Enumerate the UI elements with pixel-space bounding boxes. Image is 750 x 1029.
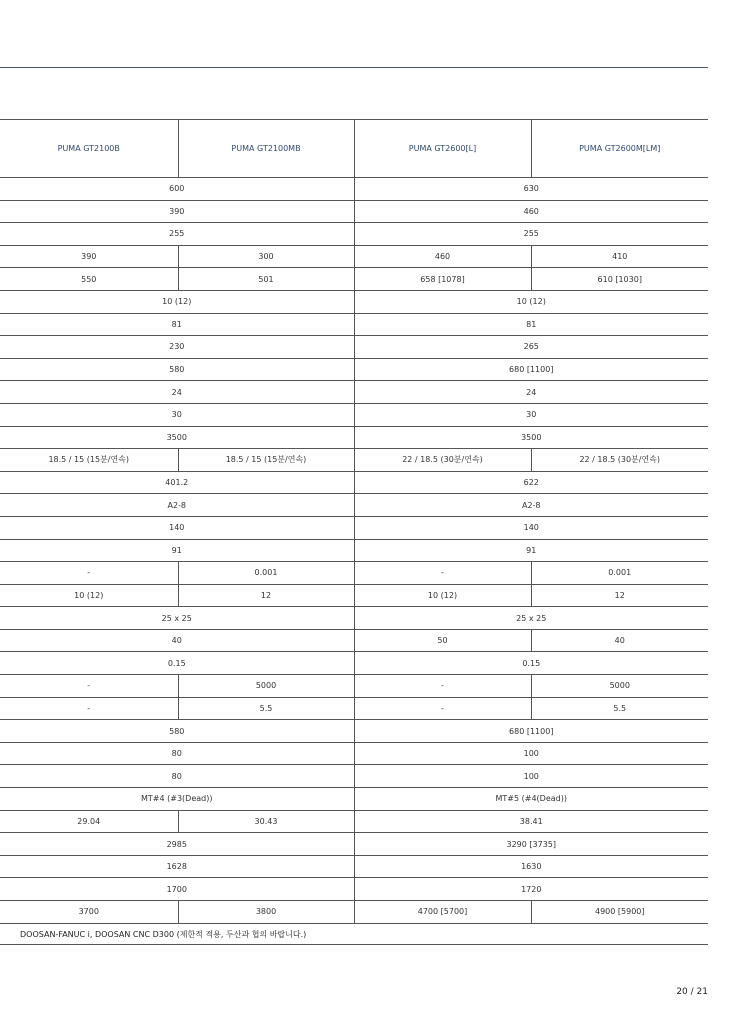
table-row bbox=[0, 449, 708, 472]
table-cell: 580 bbox=[0, 358, 354, 381]
table-row bbox=[0, 381, 708, 404]
header-cell: PUMA GT2600[L] bbox=[354, 120, 531, 178]
table-cell: 401.2 bbox=[0, 471, 354, 494]
table-cell: 230 bbox=[0, 336, 354, 359]
table-row bbox=[0, 403, 708, 426]
table-cell: 658 [1078] bbox=[354, 268, 531, 291]
table-cell: 501 bbox=[178, 268, 354, 291]
table-row bbox=[0, 200, 708, 223]
table-row bbox=[0, 471, 708, 494]
table-cell: 18.5 / 15 (15분/연속) bbox=[0, 449, 178, 472]
table-cell: 255 bbox=[0, 223, 354, 246]
table-cell: 24 bbox=[0, 381, 354, 404]
table-cell: - bbox=[0, 562, 178, 585]
table-cell: 5.5 bbox=[531, 697, 708, 720]
table-row bbox=[0, 562, 708, 585]
table-cell: 140 bbox=[0, 516, 354, 539]
table-cell: 40 bbox=[531, 629, 708, 652]
table-cell: A2-8 bbox=[0, 494, 354, 517]
table-row bbox=[0, 765, 708, 788]
table-cell: 50 bbox=[354, 629, 531, 652]
table-row bbox=[0, 855, 708, 878]
table-cell: 100 bbox=[354, 742, 708, 765]
table-row bbox=[0, 178, 708, 201]
table-row bbox=[0, 290, 708, 313]
table-cell: 1628 bbox=[0, 855, 354, 878]
table-cell: - bbox=[354, 675, 531, 698]
controller-note: DOOSAN-FANUC i, DOOSAN CNC D300 (제한적 적용, 두산과 협의 바랍니다.) bbox=[20, 930, 307, 939]
table-cell: 1700 bbox=[0, 878, 354, 901]
table-cell: 0.001 bbox=[178, 562, 354, 585]
table-cell: 1630 bbox=[354, 855, 708, 878]
table-cell: 580 bbox=[0, 720, 354, 743]
table-cell: 3800 bbox=[178, 901, 354, 924]
table-cell: 255 bbox=[354, 223, 708, 246]
table-cell: 2985 bbox=[0, 833, 354, 856]
table-row bbox=[0, 268, 708, 291]
table-cell: 3700 bbox=[0, 901, 178, 924]
spec-table-body bbox=[0, 178, 708, 924]
table-row bbox=[0, 223, 708, 246]
header-cell: PUMA GT2100B bbox=[0, 120, 178, 178]
table-row bbox=[0, 878, 708, 901]
table-cell: 3500 bbox=[354, 426, 708, 449]
table-cell: 265 bbox=[354, 336, 708, 359]
table-cell: 80 bbox=[0, 742, 354, 765]
table-cell: 10 (12) bbox=[354, 584, 531, 607]
table-cell: 22 / 18.5 (30분/연속) bbox=[531, 449, 708, 472]
table-cell: 410 bbox=[531, 245, 708, 268]
table-cell: 3290 [3735] bbox=[354, 833, 708, 856]
table-cell: 5000 bbox=[531, 675, 708, 698]
table-row bbox=[0, 720, 708, 743]
table-cell: 81 bbox=[0, 313, 354, 336]
table-cell: 10 (12) bbox=[0, 290, 354, 313]
header-cell: PUMA GT2600M[LM] bbox=[531, 120, 708, 178]
table-cell: 610 [1030] bbox=[531, 268, 708, 291]
table-row bbox=[0, 358, 708, 381]
table-cell: 12 bbox=[178, 584, 354, 607]
bottom-rule bbox=[0, 944, 708, 945]
table-cell: 10 (12) bbox=[354, 290, 708, 313]
table-cell: 29.04 bbox=[0, 810, 178, 833]
table-cell: 100 bbox=[354, 765, 708, 788]
page-number: 20 / 21 bbox=[676, 987, 708, 997]
header-row bbox=[0, 120, 708, 178]
table-row bbox=[0, 788, 708, 811]
table-row bbox=[0, 833, 708, 856]
table-cell: 30 bbox=[0, 403, 354, 426]
table-cell: A2-8 bbox=[354, 494, 708, 517]
table-cell: 40 bbox=[0, 629, 354, 652]
table-cell: 5000 bbox=[178, 675, 354, 698]
table-cell: 630 bbox=[354, 178, 708, 201]
table-cell: 1720 bbox=[354, 878, 708, 901]
table-cell: 0.001 bbox=[531, 562, 708, 585]
table-cell: 680 [1100] bbox=[354, 358, 708, 381]
table-row bbox=[0, 901, 708, 924]
table-cell: 460 bbox=[354, 245, 531, 268]
table-cell: - bbox=[0, 697, 178, 720]
table-cell: 80 bbox=[0, 765, 354, 788]
table-cell: 91 bbox=[354, 539, 708, 562]
table-cell: 30.43 bbox=[178, 810, 354, 833]
header-cell: PUMA GT2100MB bbox=[178, 120, 354, 178]
table-row bbox=[0, 313, 708, 336]
table-cell: 4900 [5900] bbox=[531, 901, 708, 924]
table-cell: 680 [1100] bbox=[354, 720, 708, 743]
table-cell: 24 bbox=[354, 381, 708, 404]
table-cell: - bbox=[0, 675, 178, 698]
table-row bbox=[0, 697, 708, 720]
table-row bbox=[0, 584, 708, 607]
table-cell: 390 bbox=[0, 245, 178, 268]
table-cell: 91 bbox=[0, 539, 354, 562]
table-row bbox=[0, 539, 708, 562]
spec-table bbox=[0, 119, 708, 924]
table-cell: 10 (12) bbox=[0, 584, 178, 607]
table-row bbox=[0, 516, 708, 539]
table-cell: 12 bbox=[531, 584, 708, 607]
table-cell: MT#5 (#4(Dead)) bbox=[354, 788, 708, 811]
table-row bbox=[0, 245, 708, 268]
table-cell: 300 bbox=[178, 245, 354, 268]
table-row bbox=[0, 494, 708, 517]
table-row bbox=[0, 675, 708, 698]
table-cell: 0.15 bbox=[0, 652, 354, 675]
table-row bbox=[0, 742, 708, 765]
table-cell: 81 bbox=[354, 313, 708, 336]
table-cell: MT#4 (#3(Dead)) bbox=[0, 788, 354, 811]
table-cell: 22 / 18.5 (30분/연속) bbox=[354, 449, 531, 472]
table-cell: 4700 [5700] bbox=[354, 901, 531, 924]
table-cell: 0.15 bbox=[354, 652, 708, 675]
table-cell: 460 bbox=[354, 200, 708, 223]
table-row bbox=[0, 810, 708, 833]
table-cell: 5.5 bbox=[178, 697, 354, 720]
table-cell: 390 bbox=[0, 200, 354, 223]
table-cell: 25 x 25 bbox=[0, 607, 354, 630]
table-cell: - bbox=[354, 562, 531, 585]
table-row bbox=[0, 652, 708, 675]
table-cell: 30 bbox=[354, 403, 708, 426]
table-cell: 38.41 bbox=[354, 810, 708, 833]
table-cell: 140 bbox=[354, 516, 708, 539]
table-cell: 622 bbox=[354, 471, 708, 494]
table-cell: 18.5 / 15 (15분/연속) bbox=[178, 449, 354, 472]
top-rule bbox=[0, 67, 708, 68]
table-row bbox=[0, 336, 708, 359]
table-row bbox=[0, 629, 708, 652]
table-cell: 25 x 25 bbox=[354, 607, 708, 630]
table-cell: 3500 bbox=[0, 426, 354, 449]
table-cell: 600 bbox=[0, 178, 354, 201]
table-cell: - bbox=[354, 697, 531, 720]
table-row bbox=[0, 426, 708, 449]
table-row bbox=[0, 607, 708, 630]
table-cell: 550 bbox=[0, 268, 178, 291]
